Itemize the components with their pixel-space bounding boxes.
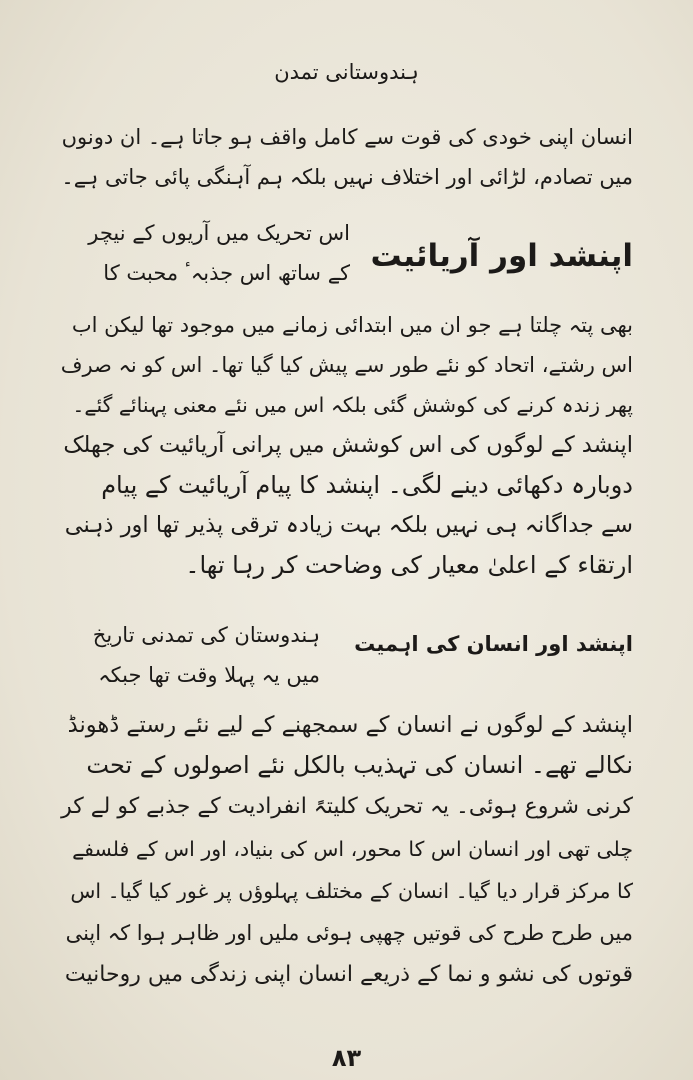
section-heading-human: اپنشد اور انسان کی اہمیت [354,632,633,656]
intro-line-2: میں تصادم، لڑائی اور اختلاف نہیں بلکہ ہم آہنگی پائی جاتی ہے۔ [61,165,633,189]
paragraph-line: کرنی شروع ہوئی۔ یہ تحریک کلیتہً انفرادیت کے جذبے کو لے کر [61,794,633,819]
paragraph-line: نکالے تھے۔ انسان کی تہذیب بالکل نئے اصولوں کے تحت [86,751,633,779]
intro-line-1: انسان اپنی خودی کی قوت سے کامل واقف ہو جاتا ہے۔ ان دونوں [61,125,633,149]
paragraph-line: ارتقاء کے اعلیٰ معیار کی وضاحت کر رہا تھا۔ [185,551,633,579]
paragraph-line: اپنشد کے لوگوں نے انسان کے سمجھنے کے لیے نئے رستے ڈھونڈ [67,712,633,738]
paragraph-line: دوبارہ دکھائی دینے لگی۔ اپنشد کا پیام آریائیت کے پیام [101,471,633,499]
paragraph-line: کا مرکز قرار دیا گیا۔ انسان کے مختلف پہلوؤں پر غور کیا گیا۔ اس [70,879,633,903]
paragraph-line: اس رشتے، اتحاد کو نئے طور سے پیش کیا گیا تھا۔ اس کو نہ صرف [60,353,633,377]
section-heading-aryan: اپنشد اور آریائیت [370,238,633,274]
running-header: ہندوستانی تمدن [274,60,419,84]
side-note-line-2: کے ساتھ اس جذبہٴ محبت کا [103,261,350,285]
paragraph-line: میں طرح طرح کی قوتیں چھپی ہوئی ملیں اور ظاہر ہوا کہ اپنی [65,921,633,945]
side-note-line-1: ہندوستان کی تمدنی تاریخ [92,623,320,647]
paragraph-line: چلی تھی اور انسان اس کا محور، اس کی بنیاد، اور اس کے فلسفے [72,837,633,861]
paragraph-line: پھر زندہ کرنے کی کوشش گئی بلکہ اس میں نئے معنی پہنائے گئے۔ [72,393,633,417]
paragraph-line: بھی پتہ چلتا ہے جو ان میں ابتدائی زمانے میں موجود تھا لیکن اب [71,313,633,337]
page-number: ۸۳ [331,1044,362,1072]
paragraph-line: قوتوں کی نشو و نما کے ذریعے انسان اپنی زندگی میں روحانیت [64,962,633,987]
paragraph-line: اپنشد کے لوگوں کی اس کوشش میں پرانی آریائیت کی جھلک [63,432,633,458]
side-note-line-2: میں یہ پہلا وقت تھا جبکہ [98,663,320,687]
side-note-line-1: اس تحریک میں آریوں کے نیچر [88,221,350,245]
paragraph-line: سے جداگانہ ہی نہیں بلکہ بہت زیادہ ترقی پذیر تھا اور ذہنی [64,512,633,538]
